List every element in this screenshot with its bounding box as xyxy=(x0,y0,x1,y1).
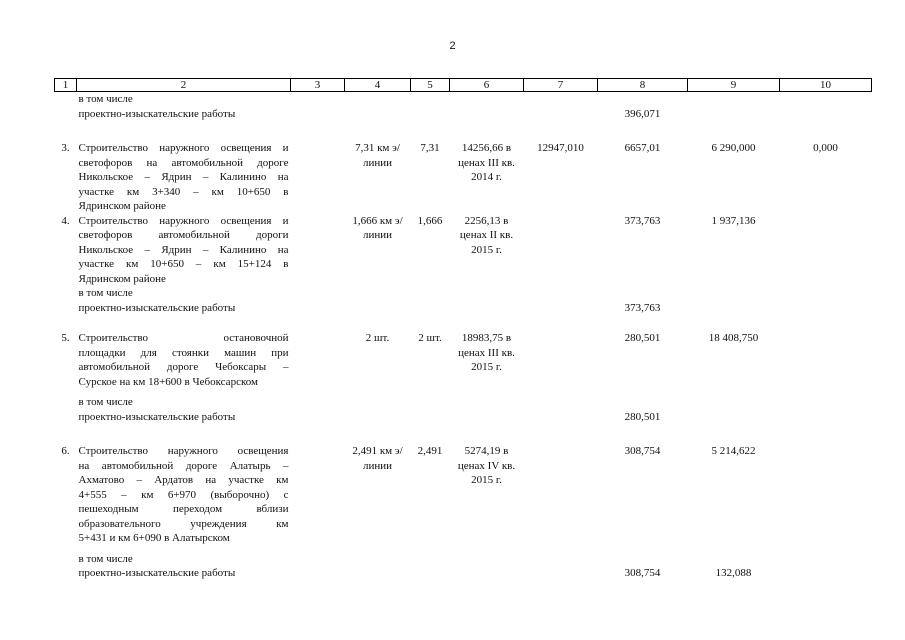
object-name-line: площадки для стоянки машин при xyxy=(78,346,289,359)
object-name-line: проектно-изыскательские работы xyxy=(78,567,236,579)
total-cost-value-subtotal: 308,754 xyxy=(624,567,661,579)
object-name-line: 5+431 и км 6+090 в Алатырском xyxy=(78,532,230,544)
object-name-line: участке км 10+650 – км 15+124 в xyxy=(78,258,289,270)
col-10-value: 0,000 xyxy=(813,142,838,154)
column-header-9: 9 xyxy=(688,79,780,92)
remaining-cost-value-main xyxy=(690,92,778,107)
quantity-value: 2,491 xyxy=(417,445,443,457)
quantity-value: 1,666 xyxy=(417,214,443,227)
remaining-cost-value-main: 18 408,750 xyxy=(708,332,759,344)
row-number xyxy=(55,92,77,122)
table-row xyxy=(55,424,872,581)
table-row xyxy=(55,214,872,316)
row-number: 3. xyxy=(61,142,70,154)
remaining-cost-value xyxy=(688,424,780,581)
column-header-1: 1 xyxy=(55,79,77,92)
estimated-cost-value: 5274,19 в ценах IV кв. 2015 г. xyxy=(457,445,516,486)
object-name-line: в том числе xyxy=(78,287,133,299)
object-name-line: на автомобильной дороге Алатырь – xyxy=(78,459,289,472)
object-name-line: Сурское на км 18+600 в Чебоксарском xyxy=(78,375,258,388)
col-7-value: 12947,010 xyxy=(537,142,584,154)
total-cost-value xyxy=(598,424,688,581)
total-cost-value-main: 396,071 xyxy=(624,107,661,120)
object-name-line: светофоров на автомобильной дороге xyxy=(78,156,289,169)
object-name-line: Строительство наружного освещения и xyxy=(78,142,289,154)
column-header-10: 10 xyxy=(780,79,872,92)
object-name-line: 4+555 – км 6+970 (выборочно) с xyxy=(78,488,289,501)
object-name-line: Ядринском районе xyxy=(78,200,166,212)
row-number: 6. xyxy=(61,445,70,457)
col-10-value xyxy=(780,92,872,122)
object-name-line: проектно-изыскательские работы xyxy=(78,410,236,423)
quantity-value: 7,31 xyxy=(420,142,440,154)
object-name-line: образовательного учреждения км xyxy=(78,517,289,530)
column-header-8: 8 xyxy=(598,79,688,92)
estimated-cost-value: 14256,66 в ценах III кв. 2014 г. xyxy=(458,142,515,183)
object-name-line: проектно-изыскательские работы xyxy=(78,107,236,120)
object-name xyxy=(77,92,291,122)
capacity-value: 7,31 км э/линии xyxy=(355,142,400,169)
remaining-cost-value-subtotal: 132,088 xyxy=(715,567,752,579)
data-table xyxy=(54,78,872,581)
column-header-7: 7 xyxy=(524,79,598,92)
table-row xyxy=(55,315,872,424)
total-cost-value-main: 373,763 xyxy=(624,214,661,227)
col-7-value xyxy=(524,424,598,581)
column-header-row xyxy=(55,79,872,92)
object-name-line: автомобильной дороге Чебоксары – xyxy=(78,361,289,373)
table-body xyxy=(55,92,872,581)
remaining-cost-value-main: 5 214,622 xyxy=(711,445,756,457)
column-header-6: 6 xyxy=(450,79,524,92)
column-header-4: 4 xyxy=(345,79,411,92)
capacity-value: 1,666 км э/линии xyxy=(352,214,403,241)
row-number: 4. xyxy=(61,214,70,227)
remaining-cost-value-main: 6 290,000 xyxy=(711,142,756,154)
col-3-value xyxy=(291,92,345,122)
object-name-line: участке км 3+340 – км 10+650 в xyxy=(78,185,289,198)
total-cost-value-main: 280,501 xyxy=(624,332,661,344)
page-number: 2 xyxy=(449,40,456,52)
total-cost-value-subtotal: 280,501 xyxy=(624,410,661,423)
col-3-value xyxy=(291,121,345,214)
total-cost-value xyxy=(598,92,688,122)
object-name-line: Никольское – Ядрин – Калинино на xyxy=(78,243,289,256)
table-row xyxy=(55,92,872,122)
object-name-line: в том числе xyxy=(78,396,133,408)
column-header-2: 2 xyxy=(77,79,291,92)
object-name-line: пешеходным переходом вблизи xyxy=(78,503,289,515)
remaining-cost-value xyxy=(688,92,780,122)
object-name-line: проектно-изыскательские работы xyxy=(78,301,236,314)
col-10-value xyxy=(780,424,872,581)
remaining-cost-value xyxy=(688,315,780,424)
object-name xyxy=(77,214,291,316)
remaining-cost-value xyxy=(688,214,780,316)
total-cost-value-main: 308,754 xyxy=(624,445,661,457)
total-cost-value-subtotal: 373,763 xyxy=(624,301,661,314)
remaining-cost-value xyxy=(688,121,780,214)
object-name-line: в том числе xyxy=(78,552,133,565)
row-number: 5. xyxy=(61,332,70,344)
total-cost-value xyxy=(598,214,688,316)
object-name-line: светофоров автомобильной дороги xyxy=(78,229,289,241)
col-3-value xyxy=(291,315,345,424)
capacity-value: 2 шт. xyxy=(365,332,390,344)
object-name xyxy=(77,424,291,581)
column-header-5: 5 xyxy=(411,79,450,92)
total-cost-value xyxy=(598,315,688,424)
col-3-value xyxy=(291,424,345,581)
object-name xyxy=(77,315,291,424)
remaining-cost-value-main: 1 937,136 xyxy=(711,214,756,227)
object-name-line: Ахматово – Ардатов на участке км xyxy=(78,474,289,486)
estimated-cost-value: 2256,13 в ценах II кв. 2015 г. xyxy=(459,214,514,256)
estimated-cost-value xyxy=(450,92,524,122)
object-name-line: Ядринском районе xyxy=(78,272,166,285)
total-cost-value xyxy=(598,121,688,214)
capacity-value xyxy=(345,92,411,122)
capacity-value: 2,491 км э/линии xyxy=(352,445,403,472)
table-row xyxy=(55,121,872,214)
object-name-line: Строительство наружного освещения и xyxy=(78,214,289,227)
column-header-3: 3 xyxy=(291,79,345,92)
col-7-value xyxy=(524,92,598,122)
total-cost-value-main: 6657,01 xyxy=(624,142,661,154)
estimated-cost-value: 18983,75 в ценах III кв. 2015 г. xyxy=(458,332,515,373)
col-10-value xyxy=(780,315,872,424)
quantity-value: 2 шт. xyxy=(418,332,442,344)
col-3-value xyxy=(291,214,345,316)
object-name-line: Никольское – Ядрин – Калинино на xyxy=(78,171,289,183)
col-7-value xyxy=(524,214,598,316)
object-name xyxy=(77,121,291,214)
object-name-line: Строительство остановочной xyxy=(78,332,289,344)
object-name-line: в том числе xyxy=(78,93,133,105)
object-name-line: Строительство наружного освещения xyxy=(78,445,289,457)
col-10-value xyxy=(780,214,872,316)
quantity-value xyxy=(411,92,450,122)
col-7-value xyxy=(524,315,598,424)
